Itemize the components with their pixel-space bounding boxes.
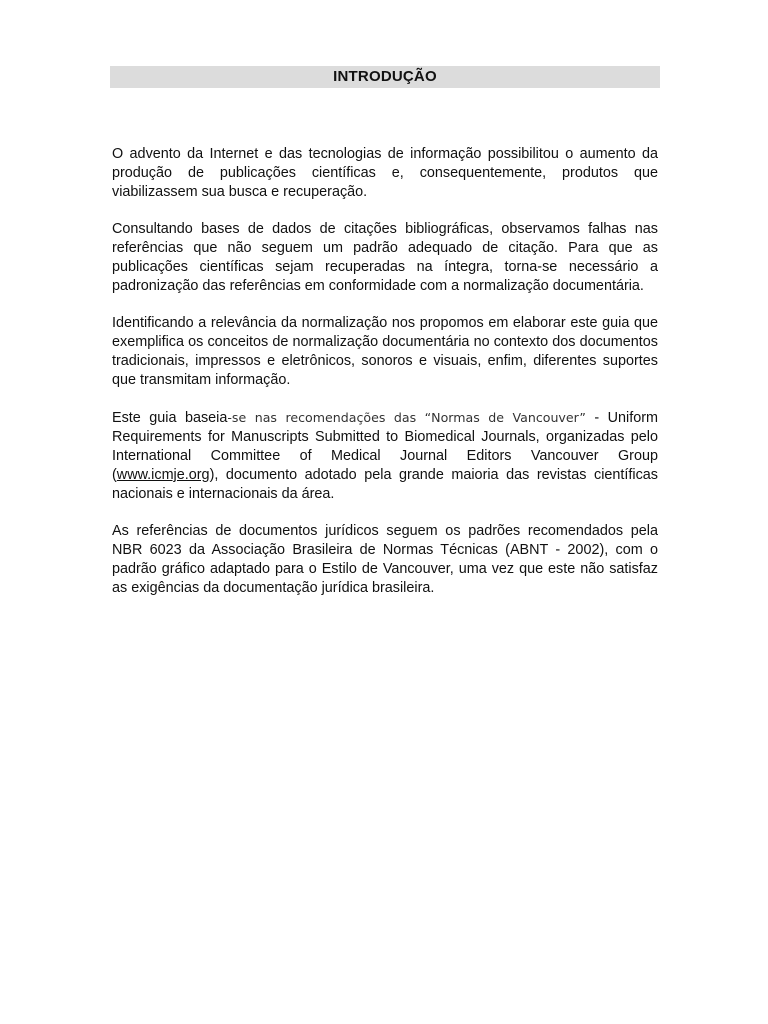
paragraph-1: O advento da Internet e das tecnologias de informação possibilitou o aumento da produção de publicações científicas e, consequentemente, produtos que viabilizassem sua busca e recuperação.: [112, 146, 658, 200]
paragraph-4-middle: - Uniform Requirements for Manuscripts Submitted to Biomedical Journals, organizadas pelo International Committee of Medical Journal Editors Vancouver Group (: [112, 410, 659, 483]
paragraph-4-vancouver-phrase: -se nas recomendações das “Normas de Vancouver”: [227, 410, 586, 425]
paragraph-4: [112, 408, 658, 504]
document-body: [112, 145, 658, 616]
heading-bar: [110, 66, 660, 88]
paragraph-4-end: ), documento adotado pela grande maioria das revistas científicas nacionais e internacionais da área.: [112, 467, 658, 502]
paragraph-5: As referências de documentos jurídicos seguem os padrões recomendados pela NBR 6023 da Associação Brasileira de Normas Técnicas (ABNT - 2002), com o padrão gráfico adaptado para o Estilo de Vancouver, uma vez que este não satisfaz as exigências da documentação jurídica brasileira.: [112, 523, 658, 596]
page-title: INTRODUÇÃO: [333, 68, 437, 85]
paragraph-2: Consultando bases de dados de citações bibliográficas, observamos falhas nas referências que não seguem um padrão adequado de citação. Para que as publicações científicas sejam recuperadas na íntegra, torna-se necessário a padronização das referências em conformidade com a normalização documentária.: [112, 221, 658, 294]
paragraph-4-start: Este guia baseia: [112, 410, 228, 426]
paragraph-3: Identificando a relevância da normalização nos propomos em elaborar este guia que exemplifica os conceitos de normalização documentária no contexto dos documentos tradicionais, impressos e eletrônicos, sonoros e visuais, enfim, diferentes suportes que transmitam informação.: [112, 315, 658, 388]
icmje-link[interactable]: www.icmje.org: [116, 467, 210, 483]
